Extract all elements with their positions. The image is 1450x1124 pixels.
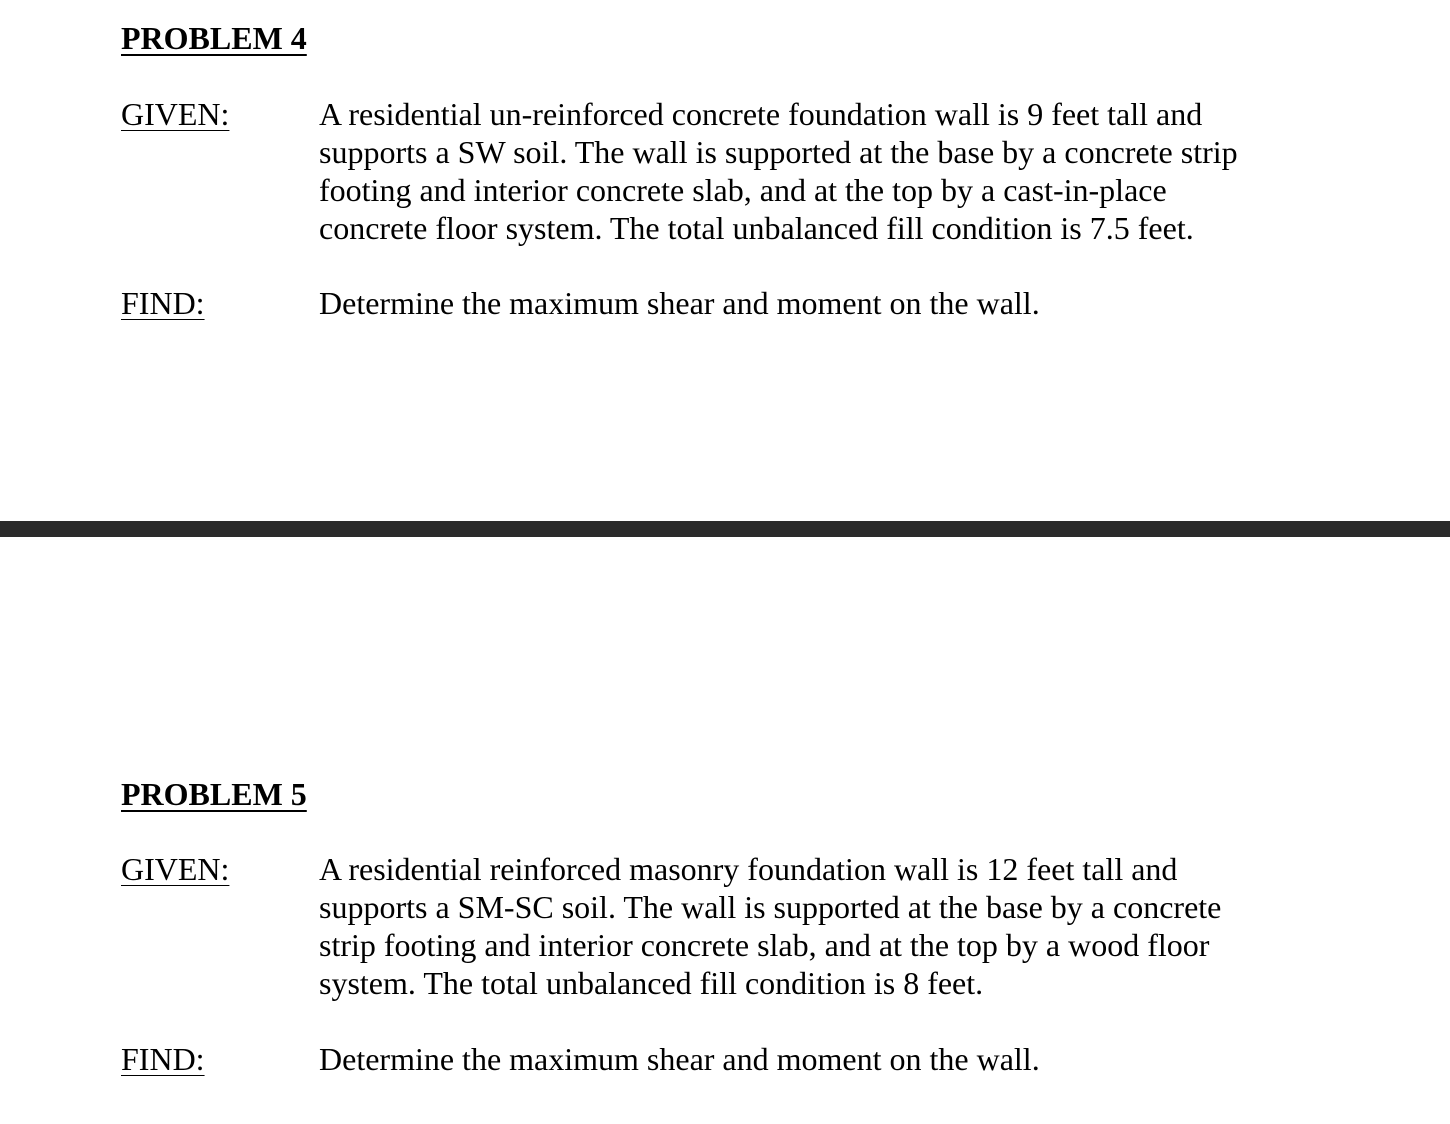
problem-5-given-line: A residential reinforced masonry foundation wall is 12 feet tall and <box>319 851 1178 887</box>
problem-5-find-text: Determine the maximum shear and moment on the wall. <box>319 1041 1040 1077</box>
problem-4-given-text <box>319 95 1238 247</box>
problem-4-given-line: footing and interior concrete slab, and at the top by a cast-in-place <box>319 172 1167 208</box>
problem-5-find-label: FIND: <box>121 1041 205 1077</box>
problem-4-title: PROBLEM 4 <box>121 20 307 56</box>
problem-5-given-label: GIVEN: <box>121 851 230 887</box>
problem-4-given-line: concrete floor system. The total unbalanced fill condition is 7.5 feet. <box>319 210 1194 246</box>
page-divider <box>0 521 1450 537</box>
problem-4-find-text: Determine the maximum shear and moment on the wall. <box>319 285 1040 321</box>
problem-4-section <box>0 0 1450 521</box>
problem-5-given-text <box>319 850 1221 1002</box>
problem-4-find-label: FIND: <box>121 285 205 321</box>
problem-5-given-line: system. The total unbalanced fill condition is 8 feet. <box>319 965 984 1001</box>
problem-5-section <box>0 537 1450 1124</box>
problem-5-title: PROBLEM 5 <box>121 776 307 812</box>
problem-4-given-line: A residential un-reinforced concrete foundation wall is 9 feet tall and <box>319 96 1203 132</box>
problem-5-given-line: supports a SM-SC soil. The wall is supported at the base by a concrete <box>319 889 1222 925</box>
problem-4-given-label: GIVEN: <box>121 96 230 132</box>
problem-5-given-line: strip footing and interior concrete slab, and at the top by a wood floor <box>319 927 1210 963</box>
problem-4-given-line: supports a SW soil. The wall is supported at the base by a concrete strip <box>319 134 1238 170</box>
